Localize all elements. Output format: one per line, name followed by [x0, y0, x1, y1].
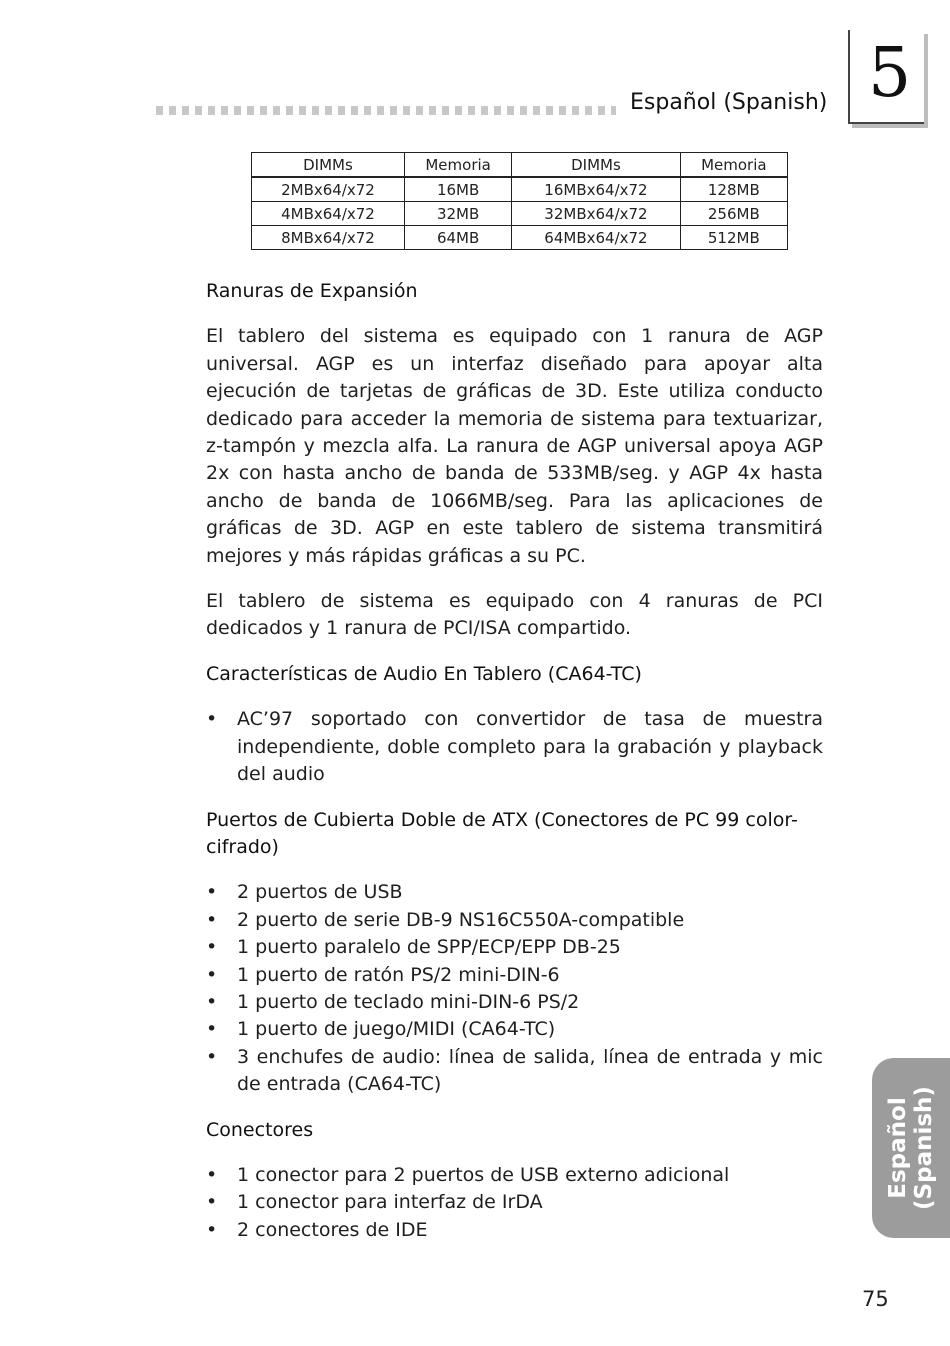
table-header-cell: DIMMs — [512, 153, 680, 178]
chapter-number-box — [848, 30, 924, 124]
table-header-cell: Memoria — [680, 153, 787, 178]
list-item: • 2 puertos de USB — [206, 879, 823, 906]
table-cell: 512MB — [680, 226, 787, 250]
table-cell: 16MB — [404, 177, 511, 202]
table-cell: 2MBx64/x72 — [252, 177, 405, 202]
main-content — [206, 278, 823, 1262]
list-item: • 2 puerto de serie DB-9 NS16C550A-compatible — [206, 907, 823, 934]
expansion-paragraph-pci: El tablero de sistema es equipado con 4 ranuras de PCI dedicados y 1 ranura de PCI/ISA compartido. — [206, 590, 823, 640]
section-heading-audio: Características de Audio En Tablero (CA64-TC) — [206, 662, 642, 685]
audio-feature-list — [206, 706, 823, 788]
table-row — [252, 226, 788, 250]
table-cell: 8MBx64/x72 — [252, 226, 405, 250]
table-row — [252, 177, 788, 202]
list-item: • 1 conector para 2 puertos de USB externo adicional — [206, 1162, 823, 1189]
table-cell: 64MBx64/x72 — [512, 226, 680, 250]
table-cell: 32MBx64/x72 — [512, 202, 680, 226]
table-header-row — [252, 153, 788, 178]
list-item: • 1 puerto paralelo de SPP/ECP/EPP DB-25 — [206, 934, 823, 961]
list-item: • 1 puerto de ratón PS/2 mini-DIN-6 — [206, 962, 823, 989]
language-side-tab — [872, 1058, 950, 1238]
table-cell: 64MB — [404, 226, 511, 250]
section-heading-connectors: Conectores — [206, 1118, 314, 1141]
side-tab-line2: (Spanish) — [911, 1086, 937, 1210]
page-header-title: Español (Spanish) — [630, 90, 828, 115]
header-dotted-rule — [156, 106, 616, 115]
chapter-number: 5 — [868, 34, 912, 113]
table-row — [252, 202, 788, 226]
table-cell: 32MB — [404, 202, 511, 226]
connectors-list — [206, 1162, 823, 1244]
side-tab-line1: Español — [885, 1097, 911, 1199]
table-cell: 16MBx64/x72 — [512, 177, 680, 202]
table-cell: 256MB — [680, 202, 787, 226]
list-item: • 1 puerto de juego/MIDI (CA64-TC) — [206, 1016, 823, 1043]
list-item: • AC’97 soportado con convertidor de tasa de muestra independiente, doble completo para la grabación y playback del audio — [206, 706, 823, 788]
table-header-cell: Memoria — [404, 153, 511, 178]
page-number: 75 — [862, 1287, 889, 1311]
table-cell: 4MBx64/x72 — [252, 202, 405, 226]
list-item: • 1 puerto de teclado mini-DIN-6 PS/2 — [206, 989, 823, 1016]
expansion-paragraph-agp: El tablero del sistema es equipado con 1 ranura de AGP universal. AGP es un interfaz diseñado para apoyar alta ejecución de tarjetas de gráficas de 3D. Este utiliza conducto dedicado para acceder la memoria de sistema para textuarizar, z-tampón y mezcla alfa. La ranura de AGP universal apoya AGP 2x con hasta ancho de banda de 533MB/seg. y AGP 4x hasta ancho de banda de 1066MB/seg. Para las aplicaciones de gráficas de 3D. AGP en este tablero de sistema transmitirá mejores y más rápidas gráficas a su PC. — [206, 325, 823, 567]
side-tab-label — [885, 1086, 937, 1210]
section-heading-expansion: Ranuras de Expansión — [206, 280, 418, 302]
ports-list — [206, 879, 823, 1098]
list-item: • 2 conectores de IDE — [206, 1217, 823, 1244]
list-item: • 3 enchufes de audio: línea de salida, línea de entrada y mic de entrada (CA64-TC) — [206, 1044, 823, 1099]
memory-configuration-table — [251, 152, 788, 250]
section-heading-ports: Puertos de Cubierta Doble de ATX (Conectores de PC 99 color-cifrado) — [206, 808, 798, 858]
table-cell: 128MB — [680, 177, 787, 202]
list-item: • 1 conector para interfaz de IrDA — [206, 1189, 823, 1216]
table-header-cell: DIMMs — [252, 153, 405, 178]
